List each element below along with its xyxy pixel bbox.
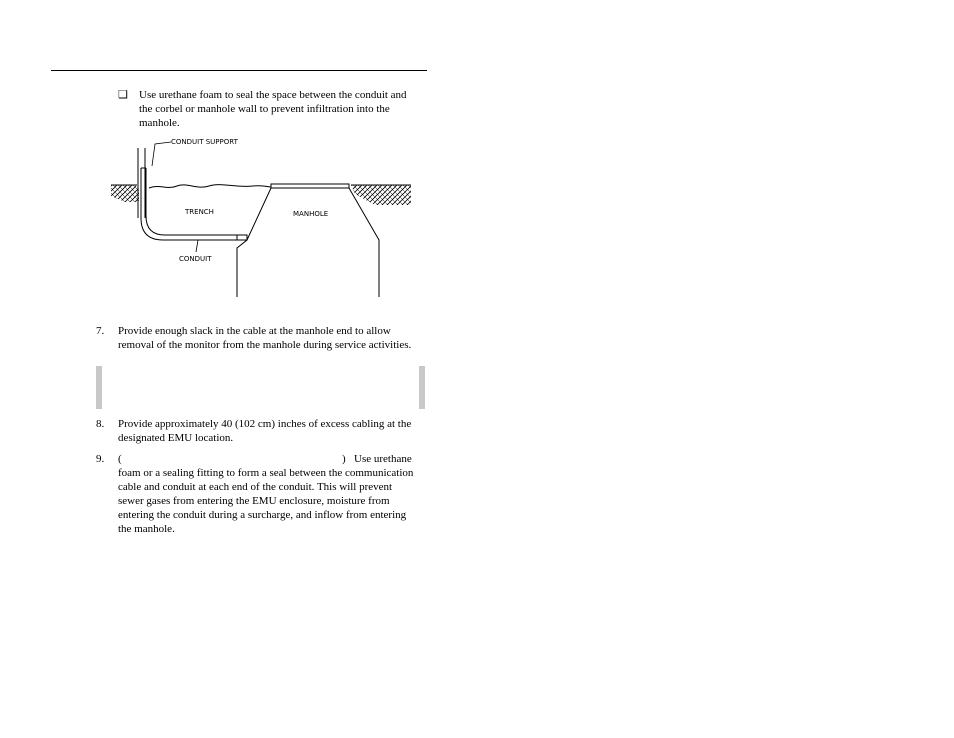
label-manhole: MANHOLE — [293, 210, 329, 218]
manhole-lid — [271, 184, 349, 188]
conduit-diagram — [105, 132, 417, 300]
step-9-lead: Use urethane — [354, 453, 412, 465]
step-7-number: 7. — [96, 325, 105, 337]
conduit-leader — [196, 240, 198, 252]
step-8-number: 8. — [96, 418, 105, 430]
step-7-text: Provide enough slack in the cable at the manhole end to allow removal of the monitor from the manhole during service activities. — [118, 325, 412, 351]
conduit-inner — [146, 168, 247, 235]
label-conduit-support: CONDUIT SUPPORT — [171, 138, 238, 146]
checkbox-bullet-icon: ❑ — [118, 89, 128, 101]
label-conduit: CONDUIT — [179, 255, 212, 263]
trench-surface — [149, 185, 271, 188]
note-bar-left — [96, 366, 102, 409]
note-bar-right — [419, 366, 425, 409]
conduit-end — [237, 235, 247, 240]
conduit-outer — [141, 168, 247, 240]
step-9-text: foam or a sealing fitting to form a seal between the communication cable and conduit at each end of the conduit. This will prevent sewer gases from entering the EMU enclosure, moisture from entering the conduit during a surcharge, and inflow from entering the manhole. — [118, 467, 414, 535]
step-9-open-paren: ( — [118, 453, 122, 465]
manhole-wall-left — [237, 188, 271, 297]
step-8-text: Provide approximately 40 (102 cm) inches of excess cabling at the designated EMU location. — [118, 418, 412, 444]
bullet-paragraph: Use urethane foam to seal the space between the conduit and the corbel or manhole wall to prevent infiltration into the manhole. — [139, 89, 407, 129]
label-trench: TRENCH — [185, 208, 214, 216]
header-rule — [51, 70, 427, 71]
ground-hatch-left — [111, 185, 139, 202]
ground-hatch-right — [351, 185, 411, 205]
step-9-number: 9. — [96, 453, 105, 465]
support-leader — [152, 142, 171, 166]
step-9-close-paren: ) — [342, 453, 346, 465]
